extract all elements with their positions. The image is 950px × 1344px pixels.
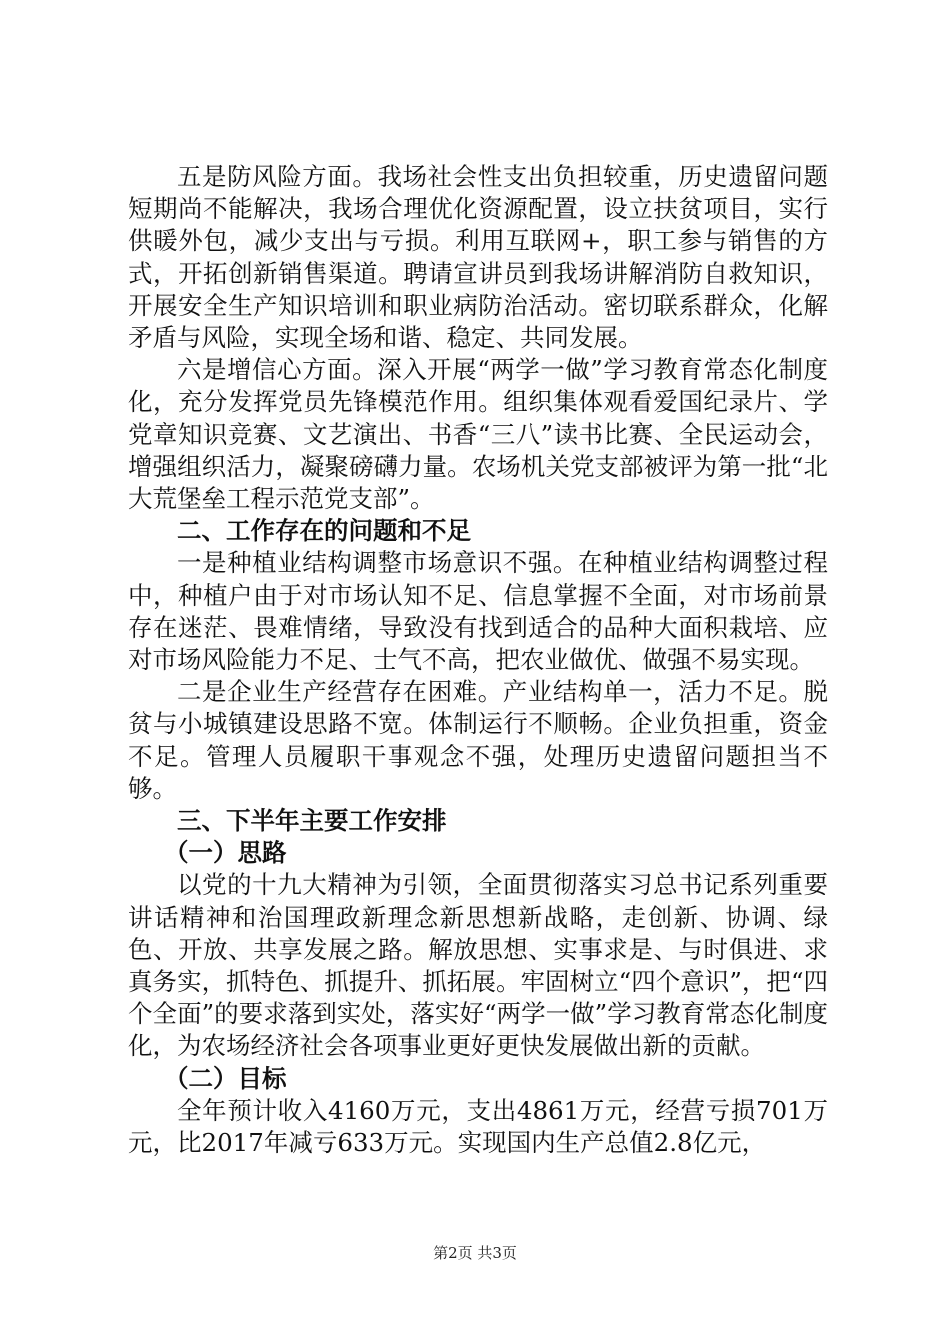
paragraph-goals: 全年预计收入4160万元，支出4861万元，经营亏损701万元，比2017年减亏633万元。实现国内生产总值2.8亿元，	[128, 1095, 828, 1158]
section-heading-plan: 三、下半年主要工作安排	[177, 806, 447, 836]
subheading-goals: （二）目标	[164, 1063, 287, 1093]
subheading-approach: （一）思路	[164, 838, 287, 868]
paragraph-confidence: 六是增信心方面。深入开展“两学一做”学习教育常态化制度化，充分发挥党员先锋模范作用。组织集体观看爱国纪录片、学党章知识竞赛、文艺演出、书香“三八”读书比赛、全民运动会，增强组织活力，凝聚磅礴力量。农场机关党支部被评为第一批“北大荒堡垒工程示范党支部”。	[128, 355, 828, 514]
paragraph-enterprise-difficulties: 二是企业生产经营存在困难。产业结构单一，活力不足。脱贫与小城镇建设思路不宽。体制运行不顺畅。企业负担重，资金不足。管理人员履职干事观念不强，处理历史遗留问题担当不够。	[128, 677, 828, 803]
paragraph-planting-structure: 一是种植业结构调整市场意识不强。在种植业结构调整过程中，种植户由于对市场认知不足、信息掌握不全面，对市场前景存在迷茫、畏难情绪，导致没有找到适合的品种大面积栽培、应对市场风险能力不足、士气不高，把农业做优、做强不易实现。	[128, 548, 828, 675]
document-body	[128, 161, 828, 1159]
page-number-footer: 第2页 共3页	[433, 1244, 517, 1262]
section-heading-problems: 二、工作存在的问题和不足	[177, 516, 471, 546]
paragraph-approach: 以党的十九大精神为引领，全面贯彻落实习总书记系列重要讲话精神和治国理政新理念新思想新战略，走创新、协调、绿色、开放、共享发展之路。解放思想、实事求是、与时俱进、求真务实，抓特色、抓提升、抓拓展。牢固树立“四个意识”，把“四个全面”的要求落到实处，落实好“两学一做”学习教育常态化制度化，为农场经济社会各项事业更好更快发展做出新的贡献。	[128, 870, 828, 1061]
paragraph-risk-prevention: 五是防风险方面。我场社会性支出负担较重，历史遗留问题短期尚不能解决，我场合理优化资源配置，设立扶贫项目，实行供暖外包，减少支出与亏损。利用互联网+，职工参与销售的方式，开拓创新销售渠道。聘请宣讲员到我场讲解消防自救知识，开展安全生产知识培训和职业病防治活动。密切联系群众，化解矛盾与风险，实现全场和谐、稳定、共同发展。	[128, 162, 828, 353]
